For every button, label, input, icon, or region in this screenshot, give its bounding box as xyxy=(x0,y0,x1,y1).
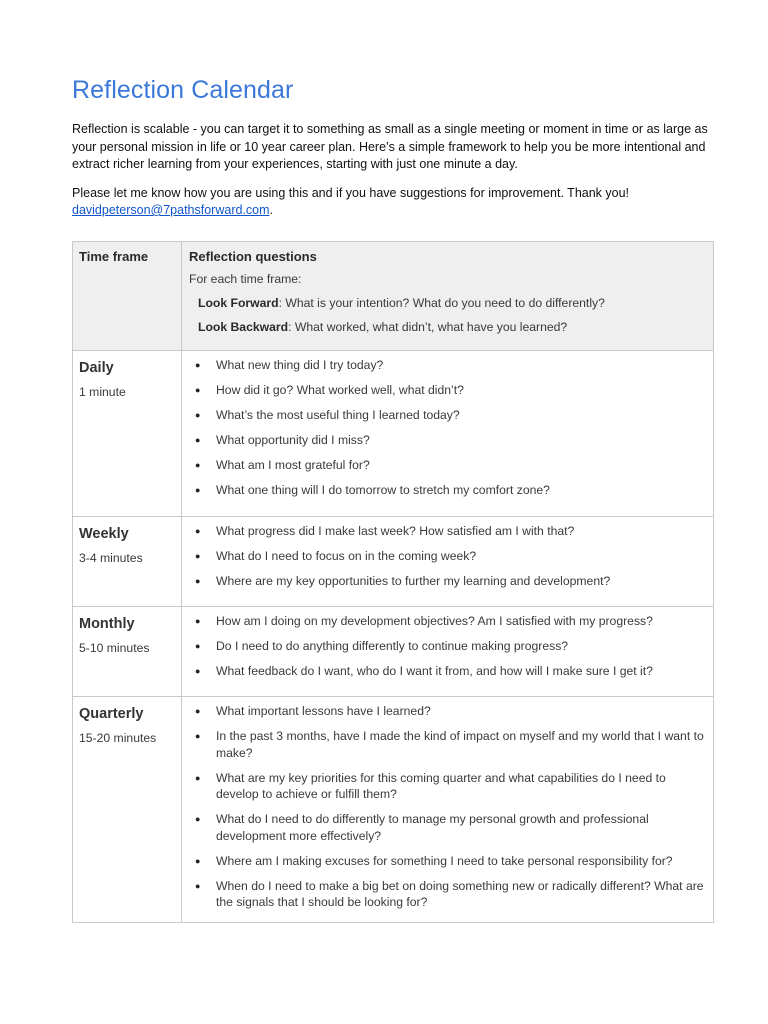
feedback-paragraph xyxy=(72,185,708,220)
question-item: ● What one thing will I do tomorrow to stretch my comfort zone? xyxy=(189,482,705,499)
look-forward-label: Look Forward xyxy=(198,296,279,310)
page-title: Reflection Calendar xyxy=(72,76,294,104)
column-header-time-frame: Time frame xyxy=(79,249,149,264)
intro-paragraph: Reflection is scalable - you can target it to something as small as a single meeting or moment in time or as large as your personal mission in life or 10 year career plan. Here’s a simple framework to help you be more intentional and extract richer learning from your experiences, starting with just one minute a day. xyxy=(72,122,708,171)
duration-label: 1 minute xyxy=(79,385,126,399)
question-item: ● In the past 3 months, have I made the kind of impact on myself and my world that I want to make? xyxy=(189,728,705,761)
duration-label: 3-4 minutes xyxy=(79,551,143,565)
column-header-reflection-questions: Reflection questions xyxy=(189,249,317,264)
question-item: ● What new thing did I try today? xyxy=(189,357,705,374)
reflection-table xyxy=(72,241,714,923)
question-list-daily xyxy=(189,357,705,499)
look-backward-label: Look Backward xyxy=(198,320,289,334)
question-list-quarterly xyxy=(189,703,705,911)
question-item: ● Where am I making excuses for something I need to take personal responsibility for? xyxy=(189,853,705,870)
question-item: ● What’s the most useful thing I learned today? xyxy=(189,407,705,424)
look-forward-text: : What is your intention? What do you need to do differently? xyxy=(278,296,605,310)
period-label: Weekly xyxy=(79,526,129,542)
questions-cell-daily xyxy=(182,351,714,517)
table-header-row xyxy=(73,242,714,351)
header-cell-reflection-questions xyxy=(182,242,714,351)
feedback-text: Please let me know how you are using this and if you have suggestions for improvement. Thank you! xyxy=(72,185,630,200)
question-item: ● How am I doing on my development objectives? Am I satisfied with my progress? xyxy=(189,613,705,630)
period-label: Monthly xyxy=(79,616,135,632)
question-item: ● What feedback do I want, who do I want it from, and how will I make sure I get it? xyxy=(189,663,705,680)
look-backward-line xyxy=(189,319,705,335)
for-each-text: For each time frame: xyxy=(189,272,302,286)
question-item: ● What am I most grateful for? xyxy=(189,457,705,474)
header-cell-time-frame xyxy=(73,242,182,351)
period-label: Daily xyxy=(79,360,114,376)
question-item: ● Where are my key opportunities to further my learning and development? xyxy=(189,573,705,590)
question-list-monthly xyxy=(189,613,705,680)
questions-cell-quarterly xyxy=(182,697,714,923)
look-forward-line xyxy=(189,295,705,311)
question-item: ● What progress did I make last week? How satisfied am I with that? xyxy=(189,523,705,540)
question-item: ● What are my key priorities for this coming quarter and what capabilities do I need to develop to achieve or fulfill them? xyxy=(189,770,705,803)
question-item: ● When do I need to make a big bet on doing something new or radically different? What are the signals that I should be looking for? xyxy=(189,878,705,911)
question-list-weekly xyxy=(189,523,705,590)
table-row-monthly xyxy=(73,607,714,697)
table-row-daily xyxy=(73,351,714,517)
look-backward-text: : What worked, what didn’t, what have you learned? xyxy=(288,320,568,334)
email-link[interactable]: davidpeterson@7pathsforward.com xyxy=(72,203,270,217)
duration-label: 15-20 minutes xyxy=(79,731,157,745)
question-item: ● How did it go? What worked well, what didn’t? xyxy=(189,382,705,399)
time-frame-cell-monthly xyxy=(73,607,182,697)
time-frame-cell-daily xyxy=(73,351,182,517)
question-item: ● What important lessons have I learned? xyxy=(189,703,705,720)
question-item: ● What opportunity did I miss? xyxy=(189,432,705,449)
duration-label: 5-10 minutes xyxy=(79,641,150,655)
time-frame-cell-quarterly xyxy=(73,697,182,923)
question-item: ● Do I need to do anything differently to continue making progress? xyxy=(189,638,705,655)
questions-cell-weekly xyxy=(182,517,714,607)
time-frame-cell-weekly xyxy=(73,517,182,607)
questions-cell-monthly xyxy=(182,607,714,697)
question-item: ● What do I need to focus on in the coming week? xyxy=(189,548,705,565)
table-row-quarterly xyxy=(73,697,714,923)
question-item: ● What do I need to do differently to manage my personal growth and professional development more effectively? xyxy=(189,811,705,844)
table-row-weekly xyxy=(73,517,714,607)
email-suffix: . xyxy=(269,203,274,217)
period-label: Quarterly xyxy=(79,706,144,722)
